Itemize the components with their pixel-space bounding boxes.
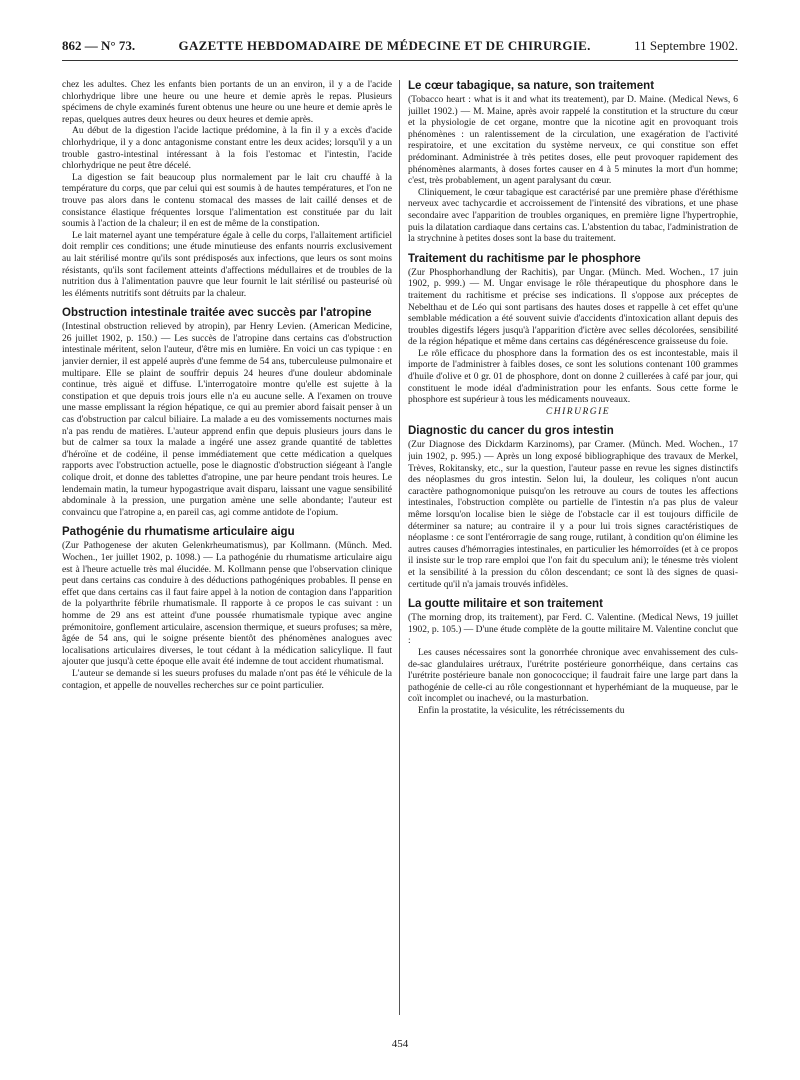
paragraph: Cliniquement, le cœur tabagique est caractérisé par une première phase d'éréthisme nerveux avec tachycardie et accroissement de l'intensité des vibrations, et une phase secondaire avec l'apparition de troubles organiques, en première ligne l'hypertrophie, puis la dilatation cardiaque dans certains cas. L'abstention du tabac, l'administration de la strychnine à petites doses sont la base du traitement. [408,187,738,245]
column-divider [399,80,400,1015]
article-title-coeur-tabagique: Le cœur tabagique, sa nature, son traitement [408,80,655,92]
journal-title: GAZETTE HEBDOMADAIRE DE MÉDECINE ET DE CHIRURGIE. [178,38,591,53]
paragraph: (Zur Pathogenese der akuten Gelenkrheumatismus), par Kollmann. (Münch. Med. Wochen., 1er juillet 1902, p. 1098.) — La pathogénie du rhumatisme articulaire aigu est à l'heure actuelle très mal élucidée. M. Kollmann pense que l'observation clinique peut dans certains cas conduire à des déductions pathogéniques probables. Il pense en effet que dans certains cas il faut faire appel à la notion de contagion dans l'apparition de la polyarthrite fébrile rhumatismale. Il rapporte à ce propos le cas suivant : un homme de 29 ans est atteint d'une poussée rhumatismale typique avec angine prémonitoire, gonflement articulaire, ascension thermique, et sueurs profuses; sa mère, âgée de 54 ans, qui le soigne présente bientôt des phénomènes analogues avec localisations articulaires diverses, le tout cédant à la médication salicylique. Il faut ajouter que jusqu'à cette époque elle avait été indemne de tout accident rhumatismal. [62,541,392,668]
paragraph: Le rôle efficace du phosphore dans la formation des os est incontestable, mais il importe de l'administrer à faibles doses, ce sont les solutions contenant 100 grammes d'huile d'olive et 0 gr. 01 de phosphore, dont on donne 2 cuillerées à café par jour, qui constituent le mode idéal d'administration pour les enfants. Sous cette forme le phosphore est supérieur à tous les médicaments nouveaux. [408,348,738,406]
paragraph: (Zur Diagnose des Dickdarm Karzinoms), par Cramer. (Münch. Med. Wochen., 17 juin 1902, p. 995.) — Après un long exposé bibliographique des travaux de Merkel, Trèves, Rokitansky, etc., sur la question, l'auteur passe en revue les signes distinctifs des néoplasmes du gros intestin. Selon lui, la douleur, les coliques n'ont aucun caractère pathognomonique puisqu'on les retrouve au cours de toutes les affections intestinales, l'obstruction complète ou partielle de l'intestin n'a pas plus de valeur même lorsqu'on localise bien le siège de l'obstacle car il est toujours difficile de déterminer sa nature; au contraire il y a pour lui trois signes caractéristiques de néoplasme : ce sont l'entérorragie de sang rouge, rutilant, à condition qu'on élimine les autres causes d'hémorragies intestinales, en particulier les hémorroïdes (et à ce propos il insiste sur le trop rare emploi que l'on fait du speculum ani); le ténesme très violent et la sensibilité à la pression du côlon descendant; ce sont là des signes de quasi-certitude qu'il n'a jamais trouvés infidèles. [408,440,738,590]
paragraph: La digestion se fait beaucoup plus normalement par le lait cru chauffé à la température du corps, que par celui qui est soumis à de hautes températures, et l'on ne trouve pas alors dans le contenu stomacal des masses de lait caillé denses et de consistance élastique fréquentes lorsque l'alimentation est constituée par du lait soumis à l'action de la chaleur; il en est de même de la constipation. [62,172,392,230]
paragraph: (The morning drop, its traitement), par Ferd. C. Valentine. (Medical News, 19 juillet 1902, p. 105.) — D'une étude complète de la goutte militaire M. Valentine conclut que : [408,613,738,647]
paragraph: Enfin la prostatite, la vésiculite, les rétrécissements du [418,705,625,716]
paragraph: (Zur Phosphorhandlung der Rachitis), par Ungar. (Münch. Med. Wochen., 17 juin 1902, p. 999.) — M. Ungar envisage le rôle thérapeutique du phosphore dans le traitement du rachitisme et précise ses indications. Il s'oppose aux préceptes de Nebelthau et de Léo qui sont partisans des hautes doses et rappelle à cet effet qu'une semblable médication a été souvent suivie d'accidents d'intoxication allant depuis des troubles digestifs légers jusqu'à l'apparition d'ictère avec selles décolorées, sensibilité de la région hépatique et même dans certains cas dégénérescence graisseuse du foie. [408,267,738,348]
two-column-body [62,80,738,1020]
journal-page [62,38,738,1068]
paragraph: chez les adultes. Chez les enfants bien portants de un an environ, il y a de l'acide chlorhydrique libre une heure ou une heure et demie après le repas. Plusieurs spécimens de chyle examinés furent obtenus une heure ou une heure et demie après le repas, quelques autres deux heures ou deux heures et demie après. [62,80,392,125]
paragraph: L'auteur se demande si les sueurs profuses du malade n'ont pas été le véhicule de la contagion, et appelle de nouvelles recherches sur ce point particulier. [62,668,392,691]
article-title-cancer-intestin: Diagnostic du cancer du gros intestin [408,425,614,438]
paragraph: (Intestinal obstruction relieved by atropin), par Henry Levien. (American Medicine, 26 juillet 1902, p. 150.) — Les succès de l'atropine dans certains cas d'obstruction intestinale méritent, selon l'auteur, d'être mis en lumière. En voici un cas typique : en janvier dernier, il est appelé auprès d'une femme de 54 ans, tuberculeuse pulmonaire et multipare. Elle se plaint de souffrir depuis 24 heures d'une douleur abdominale continue, très aiguë et diffuse. L'interrogatoire montre qu'elle est sujette à la constipation et que depuis trois jours elle n'a eu aucune selle. A l'examen on trouve une masse emplissant la région hépatique, ce qui au premier abord faisait penser à un cas d'obstruction par calcul biliaire. La malade a eu des vomissements nocturnes mais n'a pas rendu de matières. L'auteur apprend enfin que depuis plusieurs jours dans le but de calmer sa toux la malade a ingéré une assez grande quantité de tablettes d'héroïne et de codéine, il pense immédiatement que cette médication a quelques rapports avec l'obstruction actuelle, pose le diagnostic d'obstruction siégeant à l'angle colique droit, et donne des tablettes d'atropine, une par heure pendant trois heures. Le lendemain matin, la tumeur hypogastrique avait disparu, laissant une vague sensibilité abdominale à la pression, une purgation amène une selle abondante; l'auteur est convaincu que l'atropine a, en pareil cas, agi comme antidote de l'opium. [62,322,392,518]
article-title-obstruction: Obstruction intestinale traitée avec succès par l'atropine [62,307,372,320]
running-header [62,38,738,61]
article-title-rachitisme: Traitement du rachitisme par le phosphore [408,252,641,265]
article-title-goutte-militaire: La goutte militaire et son traitement [408,598,603,611]
paragraph: Les causes nécessaires sont la gonorrhée chronique avec envahissement des culs-de-sac glandulaires urétraux, l'urétrite postérieure gonorrhéique, dans certains cas l'urétrite postérieure banale non gonococcique; il faudrait faire une large part dans la pathogénie de celle-ci au rôle congestionnant et hyperhémiant de la muqueuse, par le coït incomplet ou inachevé, ou la masturbation. [408,647,738,705]
page-issue-ref: 862 — N° 73. [62,38,136,53]
paragraph: (Tobacco heart : what is it and what its treatement), par D. Maine. (Medical News, 6 juillet 1902.) — M. Maine, après avoir rappelé la constitution et la structure du cœur et la physiologie de cet organe, montre que la nicotine agit en provoquant trois phénomènes : un ralentissement de la circulation, une exagération de l'activité respiratoire, et une excitation du système nerveux, ce qui constitue son effet prédominant. Administrée à très petites doses, elle peut provoquer rapidement des phénomènes alarmants, à doses fortes causer en 4 à 5 minutes la mort d'un homme; c'est, très probablement, un agent paralysant du cœur. [408,95,738,187]
issue-date: 11 Septembre 1902. [634,38,738,53]
right-column [408,80,738,1020]
section-heading-chirurgie: CHIRURGIE [545,406,611,417]
article-title-rhumatisme: Pathogénie du rhumatisme articulaire aigu [62,526,295,539]
paragraph: Au début de la digestion l'acide lactique prédomine, à la fin il y a excès d'acide chlorhydrique, il y a donc antagonisme constant entre les deux acides; lorsqu'il y a un trouble gastro-intestinal intéressant à la fois l'estomac et l'intestin, l'acide chlorhydrique ne peut être décelé. [62,126,392,172]
left-column [62,80,392,1020]
paragraph: Le lait maternel ayant une température égale à celle du corps, l'allaitement artificiel doit remplir ces conditions; une étude minutieuse des enfants nourris exclusivement au lait stérilisé montre qu'ils sont prédisposés aux infections, que leurs os sont moins résistants, qu'ils sont facilement atteints d'affections médullaires et de troubles de la nutrition dus à l'alimentation pauvre que leur fournit le lait stérilisé ou pasteurisé où les éléments nutritifs sont détruits par la chaleur. [62,230,392,299]
page-number: 454 [391,1038,409,1050]
